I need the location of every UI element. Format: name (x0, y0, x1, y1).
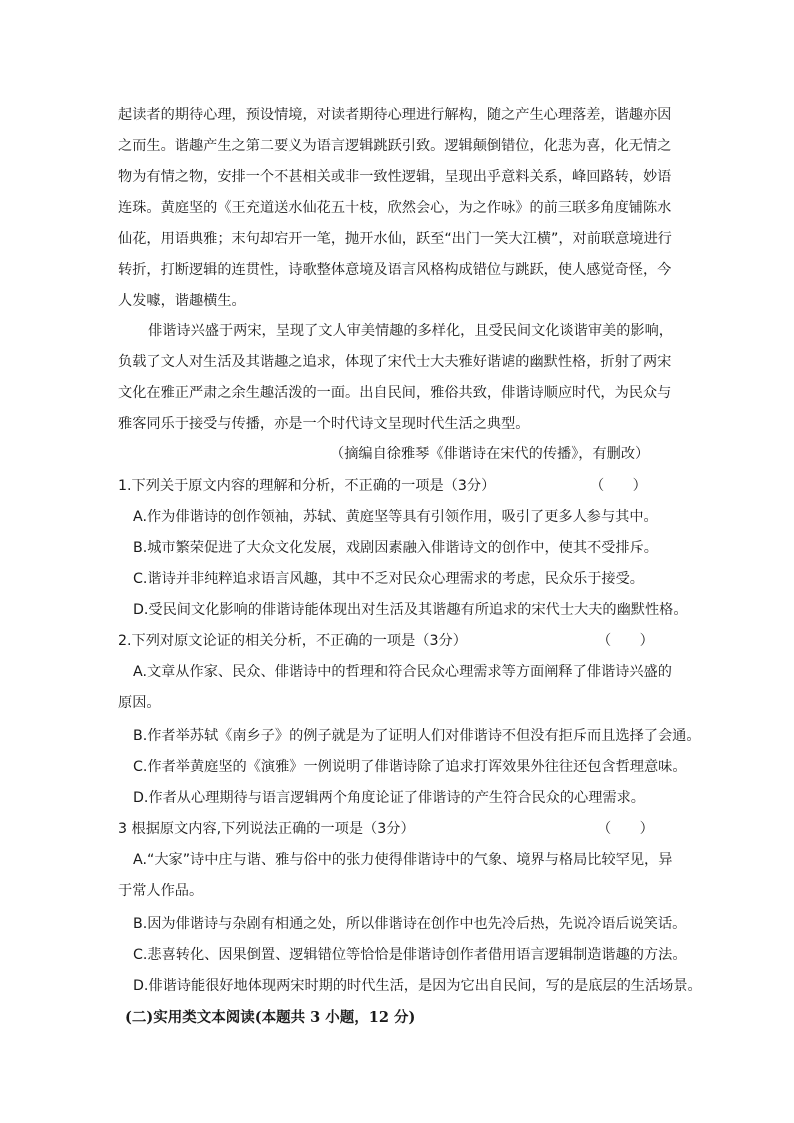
question-2-option-b: B.作者举苏轼《南乡子》的例子就是为了证明人们对俳谐诗不但没有拒斥而且选择了会通。 (133, 728, 701, 744)
question-3-option-d: D.俳谐诗能很好地体现两宋时期的时代生活，是因为它出自民间，写的是底层的生活场景。 (133, 978, 702, 994)
question-1-option-d: D.受民间文化影响的俳谐诗能体现出对生活及其谐趣有所追求的宋代士大夫的幽默性格。 (133, 602, 688, 618)
question-3-stem: 3 根据原文内容,下列说法正确的一项是（3分） (118, 821, 415, 837)
question-3-answer-blank: （ ） (597, 821, 654, 837)
source-citation: （摘编自徐雅琴《俳谐诗在宋代的传播》，有删改） (330, 446, 650, 462)
body-paragraph-2: 俳谐诗兴盛于两宋，呈现了文人审美情趣的多样化，且受民间文化谈谐审美的影响，负载了文人对生活及其谐趣之追求，体现了宋代士大夫雅好谐谑的幽默性格，折射了两宋文化在雅正严肃之余生趣活泼的一面。出自民间，雅俗共致，俳谐诗顺应时代，为民众与雅客同乐于接受与传播，亦是一个时代诗文呈现时代生活之典型。 (118, 323, 673, 432)
question-1-option-c: C.谐诗并非纯粹追求语言风趣，其中不乏对民众心理需求的考虑，民众乐于接受。 (133, 571, 644, 587)
question-2-option-d: D.作者从心理期待与语言逻辑两个角度论证了俳谐诗的产生符合民众的心理需求。 (133, 790, 645, 806)
question-1-option-a: A.作为俳谐诗的创作领袖，苏轼、黄庭坚等具有引领作用，吸引了更多人参与其中。 (133, 509, 658, 525)
question-3-option-a: A.“大家”诗中庄与谐、雅与俗中的张力使得俳谐诗中的气象、境界与格局比较罕见，异于常人作品。 (118, 852, 673, 899)
question-3-option-b: B.因为俳谐诗与杂剧有相通之处，所以俳谐诗在创作中也先冷后热，先说冷语后说笑话。 (133, 916, 687, 932)
question-1-answer-blank: （ ） (590, 478, 647, 494)
body-paragraph-1: 起读者的期待心理，预设情境，对读者期待心理进行解构，随之产生心理落差，谐趣亦因之而生。谐趣产生之第二要义为语言逻辑跳跃引致。逻辑颠倒错位，化悲为喜，化无情之物为有情之物，安排一个不甚相关或非一致性逻辑，呈现出乎意料关系，峰回路转，妙语连珠。黄庭坚的《王充道送水仙花五十枝，欣然会心，为之作咏》的前三联多角度铺陈水仙花，用语典雅；末句却宕开一笔，抛开水仙，跃至“出门一笑大江横”，对前联意境进行转折，打断逻辑的连贯性，诗歌整体意境及语言风格构成错位与跳跃，使人感觉奇怪，今人发噱，谐趣横生。 (118, 107, 672, 309)
section-heading: (二)实用类文本阅读(本题共 3 小题，12 分) (125, 1009, 416, 1026)
question-3-option-c: C.悲喜转化、因果倒置、逻辑错位等恰恰是俳谐诗创作者借用语言逻辑制造谐趣的方法。 (133, 947, 687, 963)
question-2-answer-blank: （ ） (597, 633, 654, 649)
question-1-option-b: B.城市繁荣促进了大众文化发展，戏剧因素融入俳谐诗文的创作中，使其不受排斥。 (133, 540, 658, 556)
question-2-stem: 2.下列对原文论证的相关分析，不正确的一项是（3分） (118, 633, 467, 649)
question-1-stem: 1.下列关于原文内容的理解和分析，不正确的一项是（3分） (118, 478, 496, 494)
question-2-option-a: A.文章从作家、民众、俳谐诗中的哲理和符合民众心理需求等方面阐释了俳谐诗兴盛的原因。 (118, 664, 672, 711)
question-2-option-c: C.作者举黄庭坚的《演雅》一例说明了俳谐诗除了追求打诨效果外往往还包含哲理意味。 (133, 759, 687, 775)
